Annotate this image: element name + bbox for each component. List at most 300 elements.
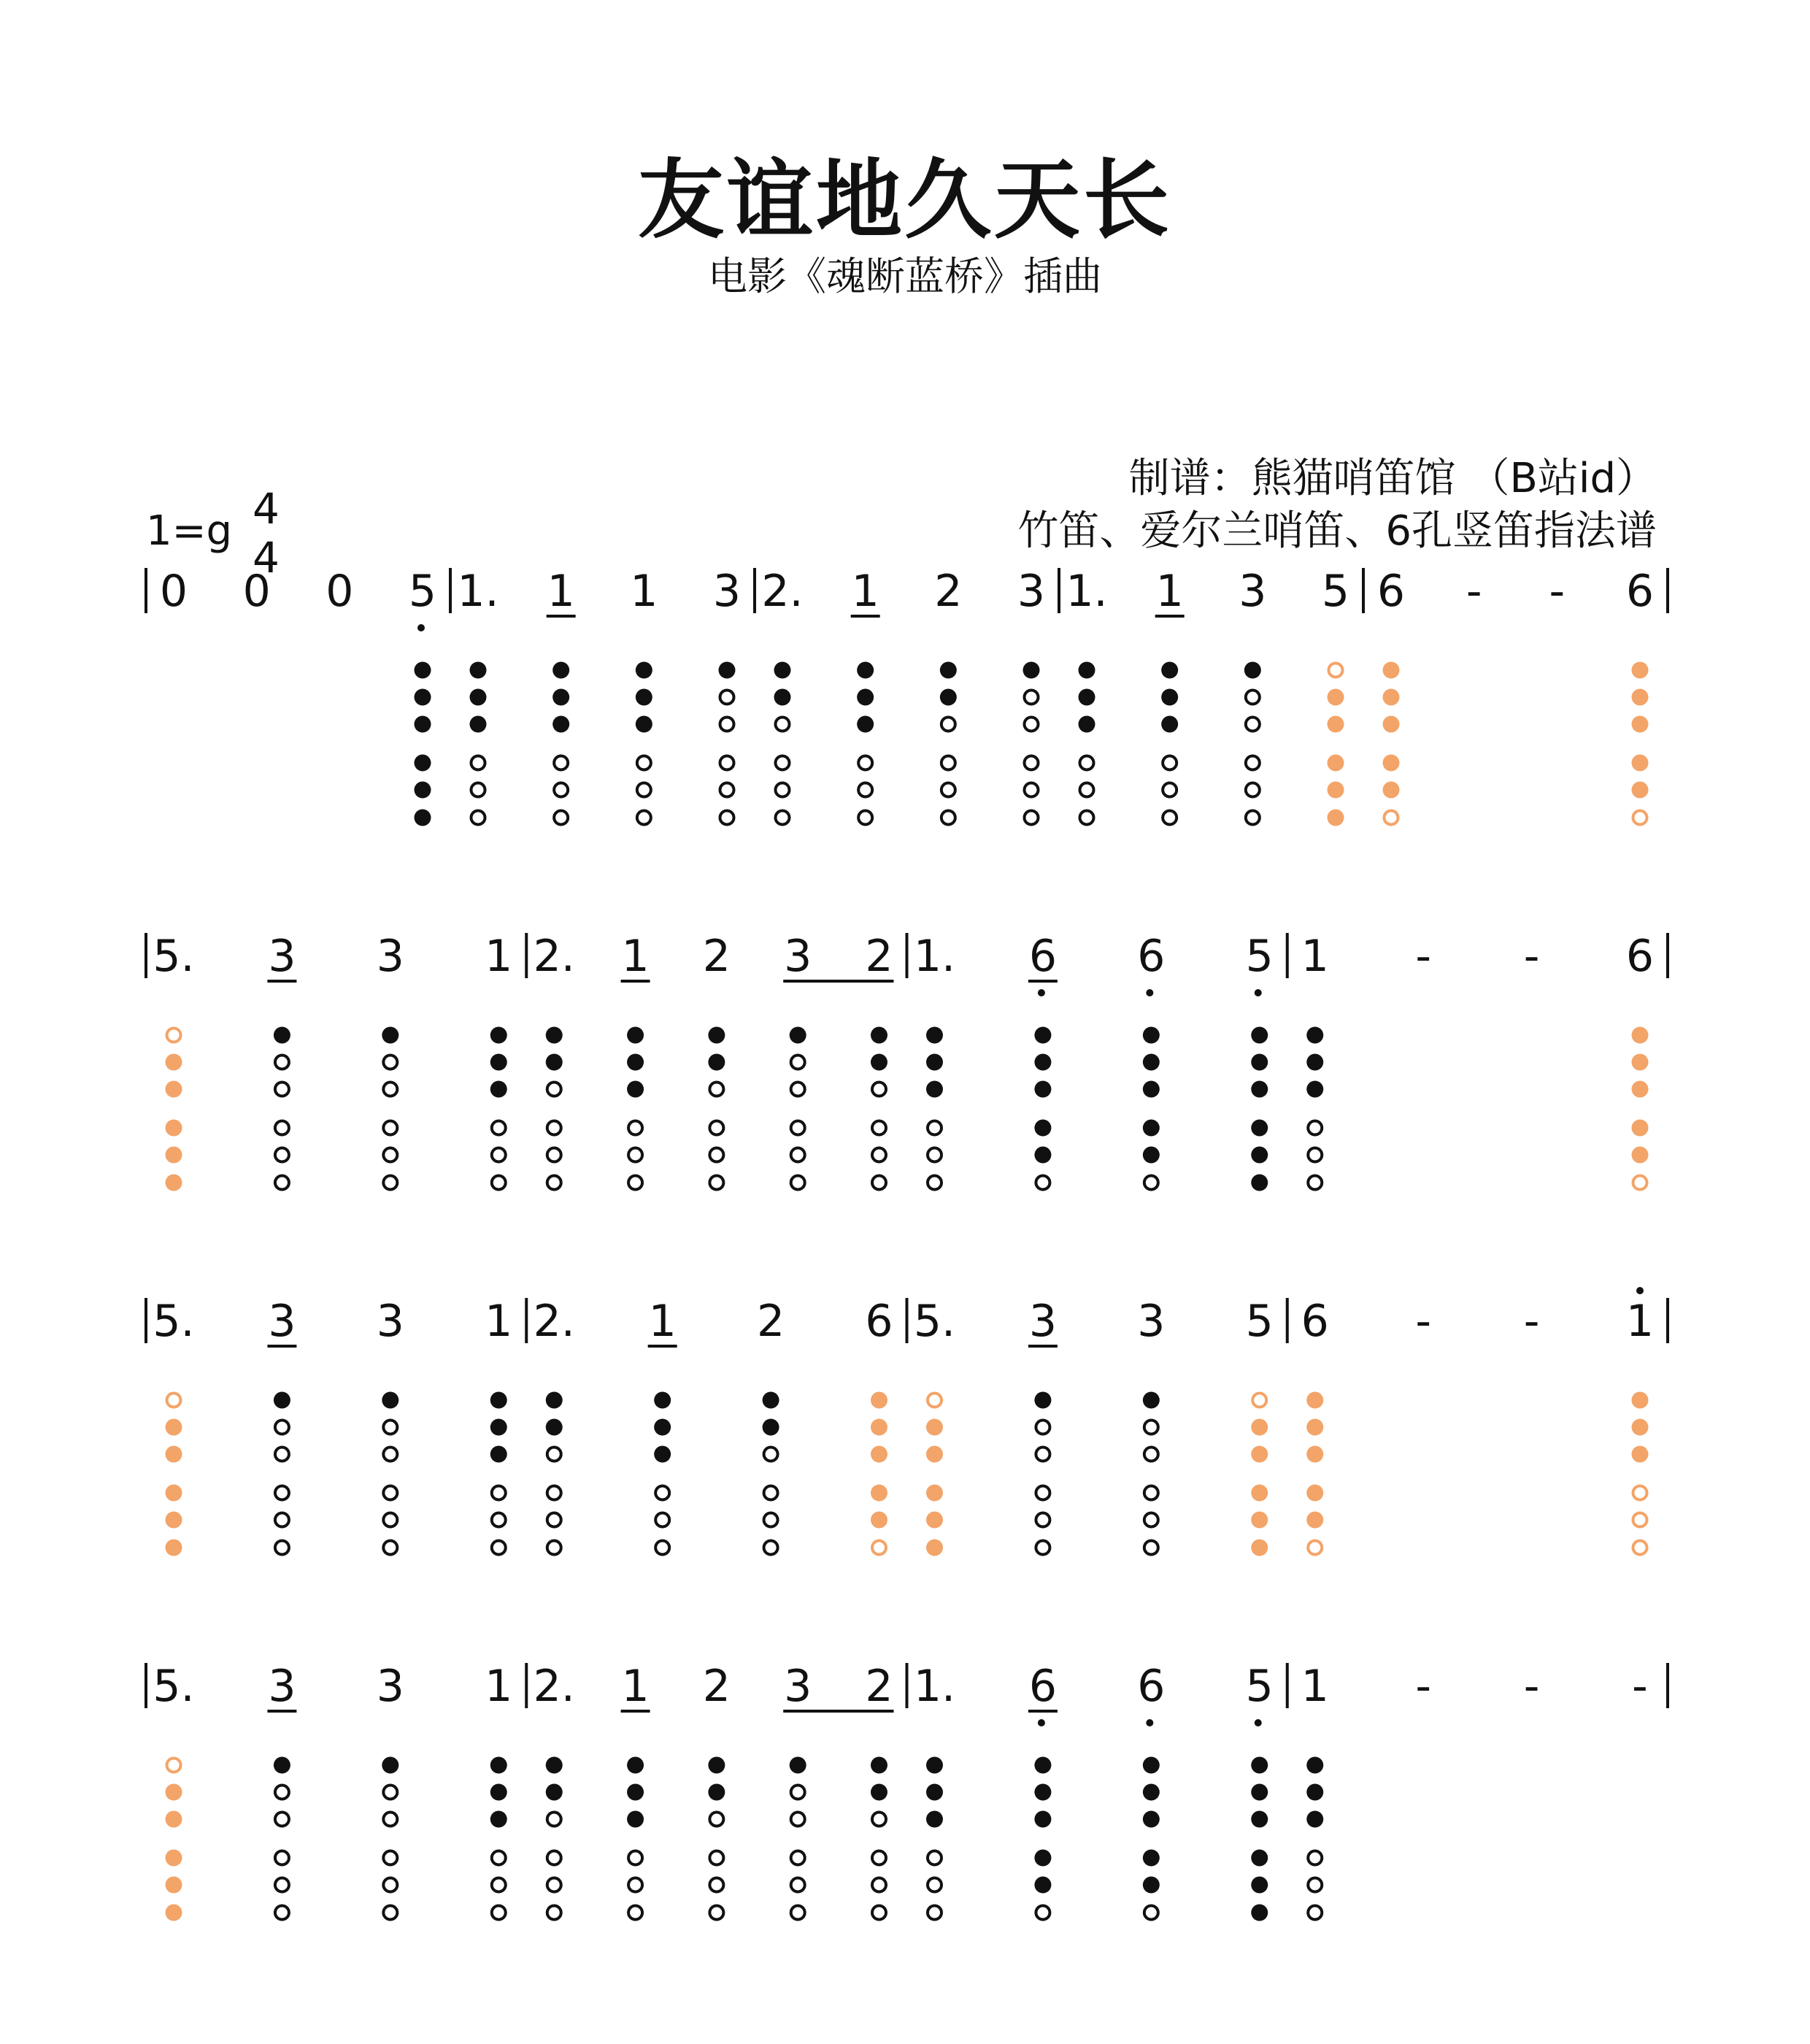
open-hole xyxy=(872,1906,886,1920)
open-hole xyxy=(547,1813,561,1826)
closed-hole xyxy=(708,1054,725,1071)
jianpu-note: 3 xyxy=(376,1661,404,1712)
closed-hole xyxy=(1632,716,1649,733)
closed-hole xyxy=(627,1811,644,1828)
closed-hole xyxy=(166,1419,182,1436)
closed-hole xyxy=(1143,1027,1160,1044)
closed-hole xyxy=(470,662,487,679)
closed-hole xyxy=(1306,1485,1323,1502)
jianpu-note: 3 xyxy=(712,566,742,617)
open-hole xyxy=(1036,1513,1050,1527)
sustain-dash: - xyxy=(1523,931,1540,982)
closed-hole xyxy=(1251,1850,1268,1867)
rest-note: 0 xyxy=(159,566,188,617)
closed-hole xyxy=(926,1081,943,1098)
open-hole xyxy=(858,783,872,797)
closed-hole xyxy=(774,662,791,679)
closed-hole xyxy=(627,1027,644,1044)
closed-hole xyxy=(382,1392,398,1409)
open-hole xyxy=(791,1176,805,1190)
open-hole xyxy=(764,1541,778,1555)
sustain-dash: - xyxy=(1523,1661,1540,1712)
jianpu-note: 1 xyxy=(1301,931,1329,982)
open-hole xyxy=(720,718,734,731)
open-hole xyxy=(655,1513,669,1527)
closed-hole xyxy=(1251,1446,1268,1463)
open-hole xyxy=(791,1813,805,1826)
open-hole xyxy=(1163,811,1176,825)
open-hole xyxy=(492,1513,506,1527)
closed-hole xyxy=(1143,1811,1160,1828)
open-hole xyxy=(928,1851,941,1865)
open-hole xyxy=(492,1878,506,1892)
closed-hole xyxy=(627,1081,644,1098)
jianpu-note: 1 xyxy=(621,931,650,982)
low-octave-dot xyxy=(1146,989,1153,996)
open-hole xyxy=(167,1394,181,1407)
open-hole xyxy=(383,1121,397,1135)
closed-hole xyxy=(546,1054,563,1071)
closed-hole xyxy=(490,1027,507,1044)
open-hole xyxy=(941,756,955,770)
closed-hole xyxy=(871,1027,887,1044)
open-hole xyxy=(709,1813,723,1826)
open-hole xyxy=(547,1486,561,1500)
open-hole xyxy=(1036,1448,1050,1461)
closed-hole xyxy=(1244,662,1261,679)
open-hole xyxy=(1246,811,1260,825)
open-hole xyxy=(1633,1541,1647,1555)
open-hole xyxy=(1144,1513,1158,1527)
open-hole xyxy=(791,1148,805,1162)
open-hole xyxy=(1025,756,1039,770)
open-hole xyxy=(275,1851,289,1865)
closed-hole xyxy=(1251,1054,1268,1071)
closed-hole xyxy=(1328,782,1344,799)
jianpu-note: 2 xyxy=(865,1661,893,1712)
closed-hole xyxy=(926,1512,943,1529)
closed-hole xyxy=(1251,1757,1268,1774)
closed-hole xyxy=(166,1120,182,1137)
closed-hole xyxy=(1143,1850,1160,1867)
open-hole xyxy=(1036,1486,1050,1500)
open-hole xyxy=(275,1083,289,1096)
open-hole xyxy=(1308,1121,1322,1135)
open-hole xyxy=(492,1906,506,1920)
closed-hole xyxy=(415,716,431,733)
open-hole xyxy=(547,1906,561,1920)
open-hole xyxy=(709,1176,723,1190)
open-hole xyxy=(275,1448,289,1461)
sustain-dash: - xyxy=(1523,1296,1540,1347)
closed-hole xyxy=(926,1054,943,1071)
closed-hole xyxy=(1034,1784,1051,1801)
jianpu-note: 6 xyxy=(1028,1661,1058,1712)
closed-hole xyxy=(546,1419,563,1436)
open-hole xyxy=(383,1878,397,1892)
closed-hole xyxy=(1143,1081,1160,1098)
closed-hole xyxy=(627,1054,644,1071)
open-hole xyxy=(720,811,734,825)
closed-hole xyxy=(926,1446,943,1463)
open-hole xyxy=(928,1906,941,1920)
open-hole xyxy=(275,1421,289,1434)
open-hole xyxy=(709,1083,723,1096)
closed-hole xyxy=(1383,782,1400,799)
closed-hole xyxy=(1383,662,1400,679)
open-hole xyxy=(1308,1176,1322,1190)
open-hole xyxy=(492,1148,506,1162)
open-hole xyxy=(1246,718,1260,731)
low-octave-dot xyxy=(1038,1719,1045,1726)
closed-hole xyxy=(1143,1147,1160,1164)
jianpu-note: 3 xyxy=(268,1296,296,1347)
song-title: 友谊地久天长 xyxy=(637,150,1172,250)
open-hole xyxy=(928,1394,941,1407)
closed-hole xyxy=(627,1757,644,1774)
closed-hole xyxy=(871,1512,887,1529)
open-hole xyxy=(1308,1541,1322,1555)
open-hole xyxy=(764,1486,778,1500)
open-hole xyxy=(275,1541,289,1555)
closed-hole xyxy=(1251,1120,1268,1137)
jianpu-note: 1. xyxy=(913,1661,956,1712)
closed-hole xyxy=(1632,1147,1649,1164)
closed-hole xyxy=(636,662,652,679)
closed-hole xyxy=(636,716,652,733)
closed-hole xyxy=(490,1054,507,1071)
open-hole xyxy=(628,1176,642,1190)
closed-hole xyxy=(940,689,957,706)
closed-hole xyxy=(1251,1540,1268,1556)
closed-hole xyxy=(1632,755,1649,772)
sustain-dash: - xyxy=(1415,1661,1431,1712)
jianpu-note: 2. xyxy=(533,1296,575,1347)
open-hole xyxy=(858,811,872,825)
open-hole xyxy=(776,756,790,770)
jianpu-note: 1 xyxy=(851,566,879,617)
closed-hole xyxy=(1034,1757,1051,1774)
jianpu-note: 3 xyxy=(784,1661,812,1712)
open-hole xyxy=(1144,1176,1158,1190)
closed-hole xyxy=(1306,1419,1323,1436)
closed-hole xyxy=(1023,662,1040,679)
open-hole xyxy=(1144,1906,1158,1920)
jianpu-note: 1. xyxy=(1066,566,1108,617)
open-hole xyxy=(547,1878,561,1892)
arranger-credit: 制谱：熊猫哨笛馆 （B站id） xyxy=(1128,455,1657,502)
open-hole xyxy=(547,1083,561,1096)
open-hole xyxy=(383,1421,397,1434)
open-hole xyxy=(383,1083,397,1096)
open-hole xyxy=(709,1121,723,1135)
open-hole xyxy=(655,1541,669,1555)
closed-hole xyxy=(415,662,431,679)
open-hole xyxy=(554,756,568,770)
open-hole xyxy=(776,783,790,797)
closed-hole xyxy=(1079,689,1095,706)
jianpu-note: 6 xyxy=(1028,931,1058,982)
closed-hole xyxy=(1306,1054,1323,1071)
closed-hole xyxy=(1251,1485,1268,1502)
jianpu-note: 1 xyxy=(1625,1296,1655,1347)
jianpu-note: 1 xyxy=(648,1296,677,1347)
open-hole xyxy=(791,1786,805,1799)
closed-hole xyxy=(1251,1784,1268,1801)
closed-hole xyxy=(274,1392,290,1409)
closed-hole xyxy=(1306,1446,1323,1463)
closed-hole xyxy=(166,1850,182,1867)
closed-hole xyxy=(490,1081,507,1098)
closed-hole xyxy=(1632,1392,1649,1409)
open-hole xyxy=(776,811,790,825)
open-hole xyxy=(1633,1176,1647,1190)
closed-hole xyxy=(1306,1512,1323,1529)
open-hole xyxy=(547,1176,561,1190)
jianpu-note: 5 xyxy=(1245,1661,1274,1712)
closed-hole xyxy=(708,1784,725,1801)
open-hole xyxy=(791,1121,805,1135)
jianpu-note: 6 xyxy=(1625,566,1655,617)
song-subtitle: 电影《魂断蓝桥》插曲 xyxy=(708,253,1102,299)
open-hole xyxy=(275,1121,289,1135)
closed-hole xyxy=(857,662,874,679)
open-hole xyxy=(1246,783,1260,797)
open-hole xyxy=(275,1878,289,1892)
closed-hole xyxy=(1034,1120,1051,1137)
open-hole xyxy=(720,783,734,797)
open-hole xyxy=(637,783,651,797)
closed-hole xyxy=(1383,755,1400,772)
open-hole xyxy=(383,1786,397,1799)
closed-hole xyxy=(1383,689,1400,706)
open-hole xyxy=(628,1878,642,1892)
closed-hole xyxy=(763,1419,779,1436)
open-hole xyxy=(1036,1906,1050,1920)
jianpu-note: 3 xyxy=(1028,1296,1058,1347)
closed-hole xyxy=(1251,1512,1268,1529)
closed-hole xyxy=(546,1757,563,1774)
closed-hole xyxy=(546,1392,563,1409)
open-hole xyxy=(872,1541,886,1555)
jianpu-note: 2. xyxy=(533,931,575,982)
jianpu-note: 3 xyxy=(268,931,296,982)
open-hole xyxy=(275,1148,289,1162)
open-hole xyxy=(928,1148,941,1162)
closed-hole xyxy=(1034,1850,1051,1867)
closed-hole xyxy=(871,1419,887,1436)
open-hole xyxy=(554,811,568,825)
jianpu-note: 1 xyxy=(485,1661,513,1712)
jianpu-note: 2. xyxy=(761,566,804,617)
closed-hole xyxy=(1143,1392,1160,1409)
closed-hole xyxy=(774,689,791,706)
open-hole xyxy=(1633,1486,1647,1500)
closed-hole xyxy=(1328,716,1344,733)
open-hole xyxy=(941,783,955,797)
open-hole xyxy=(1080,756,1094,770)
closed-hole xyxy=(1034,1054,1051,1071)
open-hole xyxy=(928,1878,941,1892)
high-octave-dot xyxy=(1636,1287,1644,1294)
jianpu-note: 1 xyxy=(547,566,575,617)
open-hole xyxy=(471,756,485,770)
closed-hole xyxy=(857,716,874,733)
open-hole xyxy=(1080,811,1094,825)
closed-hole xyxy=(415,689,431,706)
closed-hole xyxy=(1251,1419,1268,1436)
closed-hole xyxy=(166,1081,182,1098)
open-hole xyxy=(791,1083,805,1096)
jianpu-note: 6 xyxy=(1137,1661,1166,1712)
closed-hole xyxy=(274,1757,290,1774)
open-hole xyxy=(709,1878,723,1892)
closed-hole xyxy=(1079,716,1095,733)
open-hole xyxy=(872,1878,886,1892)
open-hole xyxy=(776,718,790,731)
open-hole xyxy=(1144,1486,1158,1500)
rest-note: 0 xyxy=(326,566,354,617)
open-hole xyxy=(628,1906,642,1920)
open-hole xyxy=(167,1759,181,1772)
closed-hole xyxy=(166,1446,182,1463)
open-hole xyxy=(709,1906,723,1920)
jianpu-note: 5 xyxy=(1245,931,1274,982)
open-hole xyxy=(791,1906,805,1920)
jianpu-note: 1 xyxy=(621,1661,650,1712)
closed-hole xyxy=(166,1054,182,1071)
open-hole xyxy=(791,1851,805,1865)
open-hole xyxy=(941,811,955,825)
open-hole xyxy=(637,756,651,770)
closed-hole xyxy=(940,662,957,679)
closed-hole xyxy=(1034,1027,1051,1044)
open-hole xyxy=(275,1056,289,1069)
jianpu-note: 1. xyxy=(457,566,499,617)
closed-hole xyxy=(926,1757,943,1774)
closed-hole xyxy=(871,1446,887,1463)
closed-hole xyxy=(552,662,569,679)
open-hole xyxy=(1144,1448,1158,1461)
jianpu-note: 2 xyxy=(865,931,893,982)
closed-hole xyxy=(654,1419,671,1436)
open-hole xyxy=(872,1176,886,1190)
open-hole xyxy=(1144,1541,1158,1555)
closed-hole xyxy=(490,1392,507,1409)
closed-hole xyxy=(546,1784,563,1801)
closed-hole xyxy=(790,1757,806,1774)
closed-hole xyxy=(1251,1027,1268,1044)
closed-hole xyxy=(382,1757,398,1774)
open-hole xyxy=(628,1148,642,1162)
jianpu-note: 2. xyxy=(533,1661,575,1712)
open-hole xyxy=(492,1851,506,1865)
open-hole xyxy=(1633,811,1647,825)
low-octave-dot xyxy=(1038,989,1045,996)
jianpu-note: 5. xyxy=(913,1296,956,1347)
open-hole xyxy=(1163,756,1176,770)
low-octave-dot xyxy=(1255,1719,1262,1726)
open-hole xyxy=(547,1448,561,1461)
open-hole xyxy=(492,1176,506,1190)
low-octave-dot xyxy=(1146,1719,1153,1726)
closed-hole xyxy=(1143,1120,1160,1137)
closed-hole xyxy=(1143,1054,1160,1071)
open-hole xyxy=(275,1906,289,1920)
closed-hole xyxy=(1251,1905,1268,1921)
closed-hole xyxy=(1143,1784,1160,1801)
open-hole xyxy=(383,1541,397,1555)
jianpu-note: 5 xyxy=(408,566,437,617)
open-hole xyxy=(275,1513,289,1527)
open-hole xyxy=(1308,1148,1322,1162)
open-hole xyxy=(275,1813,289,1826)
closed-hole xyxy=(926,1784,943,1801)
closed-hole xyxy=(274,1027,290,1044)
closed-hole xyxy=(1034,1081,1051,1098)
closed-hole xyxy=(1306,1811,1323,1828)
closed-hole xyxy=(166,1485,182,1502)
open-hole xyxy=(872,1121,886,1135)
jianpu-note: 6 xyxy=(1137,931,1166,982)
closed-hole xyxy=(871,1784,887,1801)
open-hole xyxy=(383,1148,397,1162)
closed-hole xyxy=(1143,1877,1160,1894)
closed-hole xyxy=(790,1027,806,1044)
closed-hole xyxy=(490,1757,507,1774)
jianpu-note: 1. xyxy=(913,931,956,982)
closed-hole xyxy=(490,1446,507,1463)
jianpu-note: 6 xyxy=(1376,566,1406,617)
open-hole xyxy=(1025,783,1039,797)
closed-hole xyxy=(490,1419,507,1436)
jianpu-note: 1 xyxy=(485,931,513,982)
closed-hole xyxy=(166,1175,182,1191)
time-signature-top: 4 xyxy=(253,484,280,534)
closed-hole xyxy=(1328,810,1344,826)
closed-hole xyxy=(1632,1419,1649,1436)
closed-hole xyxy=(871,1392,887,1409)
closed-hole xyxy=(1383,716,1400,733)
jianpu-note: 3 xyxy=(784,931,812,982)
closed-hole xyxy=(1328,755,1344,772)
jianpu-note: 1 xyxy=(1301,1661,1329,1712)
open-hole xyxy=(872,1148,886,1162)
closed-hole xyxy=(636,689,652,706)
jianpu-note: 5. xyxy=(153,1661,195,1712)
open-hole xyxy=(547,1148,561,1162)
closed-hole xyxy=(1161,716,1178,733)
closed-hole xyxy=(1161,662,1178,679)
open-hole xyxy=(547,1513,561,1527)
closed-hole xyxy=(1034,1877,1051,1894)
open-hole xyxy=(764,1448,778,1461)
open-hole xyxy=(764,1513,778,1527)
closed-hole xyxy=(546,1027,563,1044)
sustain-dash: - xyxy=(1632,1661,1648,1712)
open-hole xyxy=(383,1486,397,1500)
closed-hole xyxy=(1251,1175,1268,1191)
closed-hole xyxy=(1632,782,1649,799)
jianpu-note: 2 xyxy=(756,1296,785,1347)
jianpu-note: 3 xyxy=(1239,566,1267,617)
open-hole xyxy=(275,1176,289,1190)
closed-hole xyxy=(552,716,569,733)
closed-hole xyxy=(1306,1784,1323,1801)
closed-hole xyxy=(1034,1392,1051,1409)
closed-hole xyxy=(166,1784,182,1801)
open-hole xyxy=(709,1148,723,1162)
